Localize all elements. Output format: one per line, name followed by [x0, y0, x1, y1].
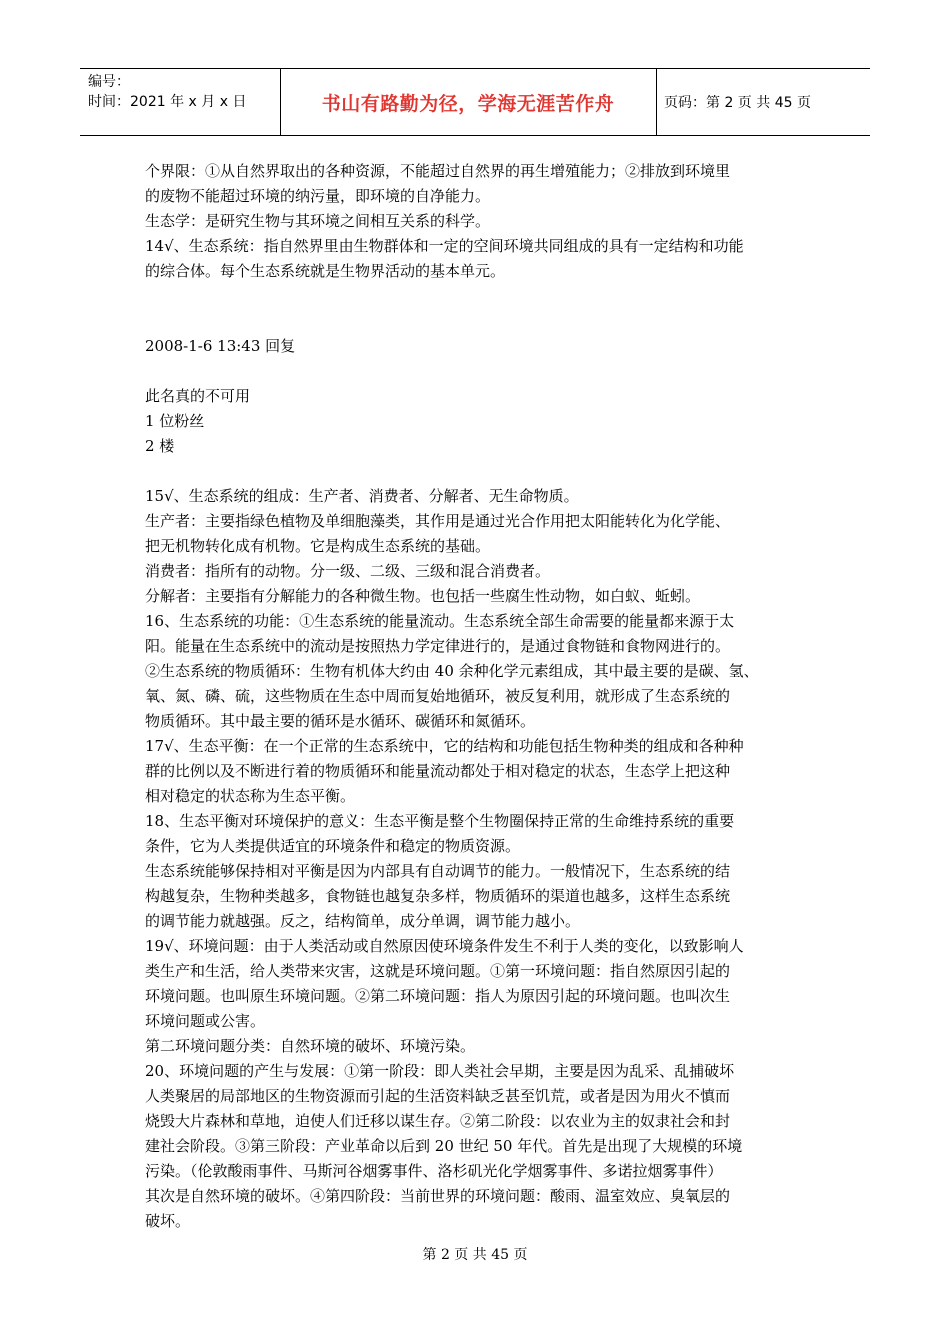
text-line: 第二环境问题分类：自然环境的破坏、环境污染。	[145, 1037, 476, 1055]
text-line: ②生态系统的物质循环：生物有机体大约由 40 余种化学元素组成，其中最主要的是碳、氢、	[145, 662, 759, 680]
header-page-info: 页码：第 2 页 共 45 页	[664, 95, 811, 111]
text-line: 氧、氮、磷、硫，这些物质在生态中周而复始地循环，被反复利用，就形成了生态系统的	[145, 687, 731, 705]
floor-number: 2 楼	[145, 437, 175, 455]
text-line: 15√、生态系统的组成：生产者、消费者、分解者、无生命物质。	[145, 487, 579, 505]
text-line: 生产者：主要指绿色植物及单细胞藻类，其作用是通过光合作用把太阳能转化为化学能、	[145, 512, 731, 530]
text-line: 环境问题或公害。	[145, 1012, 266, 1030]
number-label: 编号：	[88, 74, 130, 90]
text-line: 类生产和生活，给人类带来灾害，这就是环境问题。①第一环境问题：指自然原因引起的	[145, 962, 731, 980]
page-header	[80, 68, 870, 136]
text-line: 消费者：指所有的动物。分一级、二级、三级和混合消费者。	[145, 562, 551, 580]
text-line: 生态系统能够保持相对平衡是因为内部具有自动调节的能力。一般情况下，生态系统的结	[145, 862, 731, 880]
text-line: 条件，它为人类提供适宜的环境条件和稳定的物质资源。	[145, 837, 521, 855]
text-line: 把无机物转化成有机物。它是构成生态系统的基础。	[145, 537, 491, 555]
text-line: 人类聚居的局部地区的生物资源而引起的生活资料缺乏甚至饥荒，或者是因为用火不慎而	[145, 1087, 731, 1105]
text-line: 分解者：主要指有分解能力的各种微生物。也包括一些腐生性动物，如白蚁、蚯蚓。	[145, 587, 701, 605]
text-line: 构越复杂，生物种类越多，食物链也越复杂多样，物质循环的渠道也越多，这样生态系统	[145, 887, 731, 905]
text-block-1	[145, 159, 825, 284]
user-fans: 1 位粉丝	[145, 412, 205, 430]
text-line: 的调节能力就越强。反之，结构简单，成分单调，调节能力越小。	[145, 912, 581, 930]
text-line: 建社会阶段。③第三阶段：产业革命以后到 20 世纪 50 年代。首先是出现了大规模的环境	[145, 1137, 743, 1155]
text-line: 阳。能量在生态系统中的流动是按照热力学定律进行的，是通过食物链和食物网进行的。	[145, 637, 731, 655]
text-line: 18、生态平衡对环境保护的意义：生态平衡是整个生物圈保持正常的生命维持系统的重要	[145, 812, 735, 830]
time-label: 时间：2021 年 x 月 x 日	[88, 94, 247, 110]
text-line: 破坏。	[145, 1212, 191, 1230]
text-line: 17√、生态平衡：在一个正常的生态系统中，它的结构和功能包括生物种类的组成和各种种	[145, 737, 744, 755]
text-line: 环境问题。也叫原生环境问题。②第二环境问题：指人为原因引起的环境问题。也叫次生	[145, 987, 731, 1005]
text-line: 相对稳定的状态称为生态平衡。	[145, 787, 356, 805]
text-line: 20、环境问题的产生与发展：①第一阶段：即人类社会早期，主要是因为乱采、乱捕破坏	[145, 1062, 735, 1080]
document-body	[145, 159, 825, 1234]
text-block-2	[145, 484, 825, 1234]
text-line: 14√、生态系统：指自然界里由生物群体和一定的空间环境共同组成的具有一定结构和功能	[145, 237, 744, 255]
text-line: 烧毁大片森林和草地，迫使人们迁移以谋生存。②第二阶段：以农业为主的奴隶社会和封	[145, 1112, 731, 1130]
header-motto: 书山有路勤为径，学海无涯苦作舟	[321, 92, 615, 115]
header-meta	[88, 72, 246, 112]
text-line: 16、生态系统的功能：①生态系统的能量流动。生态系统全部生命需要的能量都来源于太	[145, 612, 735, 630]
text-line: 的废物不能超过环境的纳污量，即环境的自净能力。	[145, 187, 491, 205]
text-line: 物质循环。其中最主要的循环是水循环、碳循环和氮循环。	[145, 712, 536, 730]
text-line: 生态学：是研究生物与其环境之间相互关系的科学。	[145, 212, 491, 230]
text-line: 其次是自然环境的破坏。④第四阶段：当前世界的环境问题：酸雨、温室效应、臭氧层的	[145, 1187, 731, 1205]
page-footer: 第 2 页 共 45 页	[422, 1247, 528, 1263]
user-name: 此名真的不可用	[145, 387, 251, 405]
text-line: 个界限：①从自然界取出的各种资源，不能超过自然界的再生增殖能力；②排放到环境里	[145, 162, 731, 180]
text-line: 污染。（伦敦酸雨事件、马斯河谷烟雾事件、洛杉矶光化学烟雾事件、多诺拉烟雾事件）	[145, 1162, 723, 1180]
text-line: 19√、环境问题：由于人类活动或自然原因使环境条件发生不利于人类的变化，以致影响人	[145, 937, 744, 955]
reply-timestamp: 2008-1-6 13:43 回复	[145, 337, 296, 355]
header-divider	[656, 68, 657, 136]
text-line: 群的比例以及不断进行着的物质循环和能量流动都处于相对稳定的状态，生态学上把这种	[145, 762, 731, 780]
text-line: 的综合体。每个生态系统就是生物界活动的基本单元。	[145, 262, 506, 280]
